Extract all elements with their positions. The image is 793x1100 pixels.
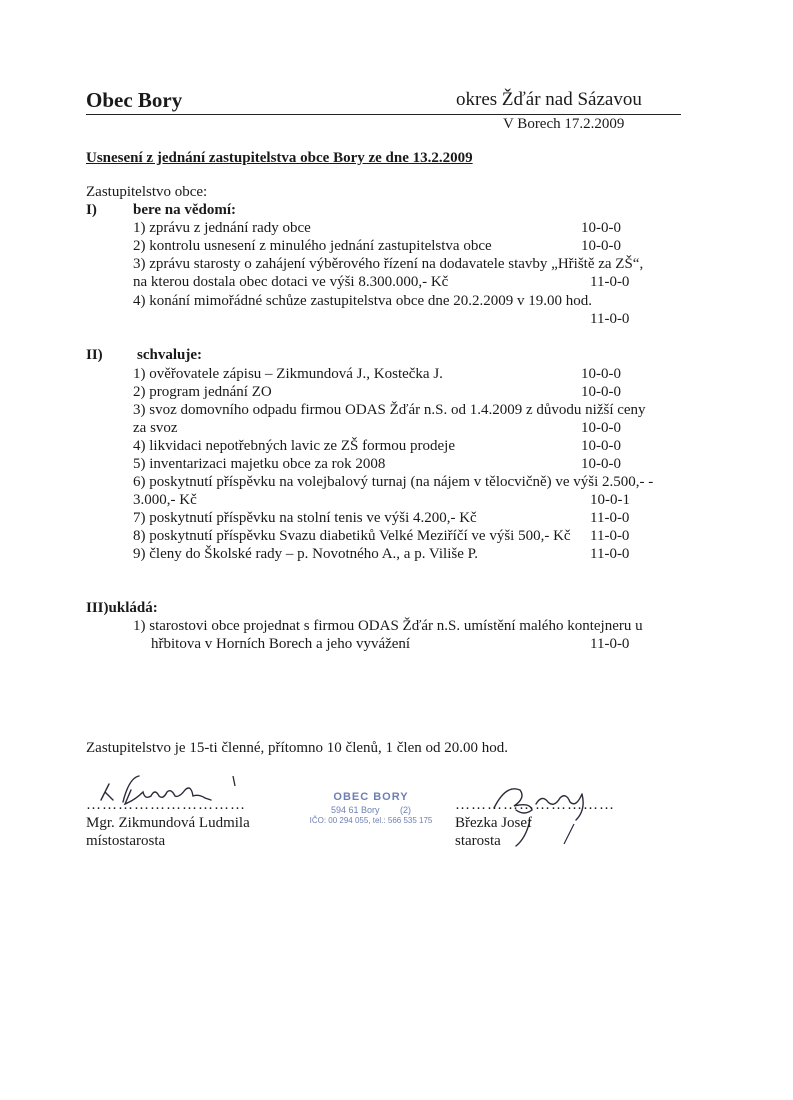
vote-result: 10-0-0 <box>581 456 621 472</box>
list-item: 1) zprávu z jednání rady obce <box>133 220 311 236</box>
list-item: 3) zprávu starosty o zahájení výběrového řízení na dodavatele stavby „Hřiště za ZŠ“, <box>133 256 644 272</box>
list-item-continuation: hřbitova v Horních Borech a jeho vyvážení <box>151 636 411 652</box>
section-2-title: schvaluje: <box>137 347 202 363</box>
list-item: 9) členy do Školské rady – p. Novotného A., a p. Viliše P. <box>133 546 479 562</box>
list-item: 2) program jednání ZO <box>133 384 272 400</box>
vote-result: 11-0-0 <box>590 311 630 327</box>
list-item: 8) poskytnutí příspěvku Svazu diabetiků Velké Meziříčí ve výši 500,- Kč <box>133 528 571 544</box>
list-item: 2) kontrolu usnesení z minulého jednání zastupitelstva obce <box>133 238 492 254</box>
vote-result: 11-0-0 <box>590 636 630 652</box>
signature-line-left: ………………………… <box>86 797 246 813</box>
section-1-number: I) <box>86 202 97 218</box>
stamp-ids: IČO: 00 294 055, tel.: 566 535 175 <box>309 816 433 825</box>
district-name: okres Žďár nad Sázavou <box>456 89 642 110</box>
vote-result: 10-0-0 <box>581 420 621 436</box>
list-item: 4) konání mimořádné schůze zastupitelstva obce dne 20.2.2009 v 19.00 hod. <box>133 293 593 309</box>
vote-result: 11-0-0 <box>590 528 630 544</box>
stamp-address <box>298 805 444 815</box>
vote-result: 10-0-0 <box>581 238 621 254</box>
vote-result: 10-0-0 <box>581 384 621 400</box>
vote-result: 10-0-0 <box>581 438 621 454</box>
list-item: 5) inventarizaci majetku obce za rok 2008 <box>133 456 386 472</box>
list-item: 4) likvidaci nepotřebných lavic ze ZŠ formou prodeje <box>133 438 455 454</box>
list-item-continuation: 3.000,- Kč <box>133 492 197 508</box>
list-item: 6) poskytnutí příspěvku na volejbalový turnaj (na nájem v tělocvičně) ve výši 2.500,- - <box>133 474 654 490</box>
signatory-role-left: místostarosta <box>86 833 166 849</box>
list-item-continuation: na kterou dostala obec dotaci ve výši 8.300.000,- Kč <box>133 274 449 290</box>
vote-result: 10-0-0 <box>581 220 621 236</box>
signature-line-right: ………………………… <box>455 797 615 813</box>
header-rule <box>86 114 681 115</box>
list-item: 1) starostovi obce projednat s firmou ODAS Žďár n.S. umístění malého kontejneru u <box>133 618 643 634</box>
list-item: 7) poskytnutí příspěvku na stolní tenis ve výši 4.200,- Kč <box>133 510 477 526</box>
section-2-number: II) <box>86 347 103 363</box>
section-3-title: III)ukládá: <box>86 600 158 616</box>
document-heading: Usnesení z jednání zastupitelstva obce Bory ze dne 13.2.2009 <box>86 150 473 166</box>
vote-result: 10-0-1 <box>590 492 630 508</box>
vote-result: 11-0-0 <box>590 510 630 526</box>
section-1-title: bere na vědomí: <box>133 202 237 218</box>
vote-result: 11-0-0 <box>590 274 630 290</box>
stamp-postal: 594 61 Bory <box>330 805 380 815</box>
signatory-role-right: starosta <box>455 833 501 849</box>
signatory-name-right: Březka Josef <box>455 815 533 831</box>
municipality-title: Obec Bory <box>86 88 183 112</box>
place-date: V Borech 17.2.2009 <box>503 116 625 132</box>
list-item: 3) svoz domovního odpadu firmou ODAS Žďár n.S. od 1.4.2009 z důvodu nižší ceny <box>133 402 646 418</box>
signatory-name-left: Mgr. Zikmundová Ludmila <box>86 815 250 831</box>
attendance-text: Zastupitelstvo je 15-ti členné, přítomno 10 členů, 1 člen od 20.00 hod. <box>86 740 508 756</box>
list-item: 1) ověřovatele zápisu – Zikmundová J., Kostečka J. <box>133 366 443 382</box>
stamp-title: OBEC BORY <box>333 791 409 803</box>
vote-result: 10-0-0 <box>581 366 621 382</box>
stamp-mark: (2) <box>400 805 412 815</box>
official-stamp <box>298 791 444 825</box>
list-item-continuation: za svoz <box>133 420 178 436</box>
intro-text: Zastupitelstvo obce: <box>86 184 208 200</box>
vote-result: 11-0-0 <box>590 546 630 562</box>
